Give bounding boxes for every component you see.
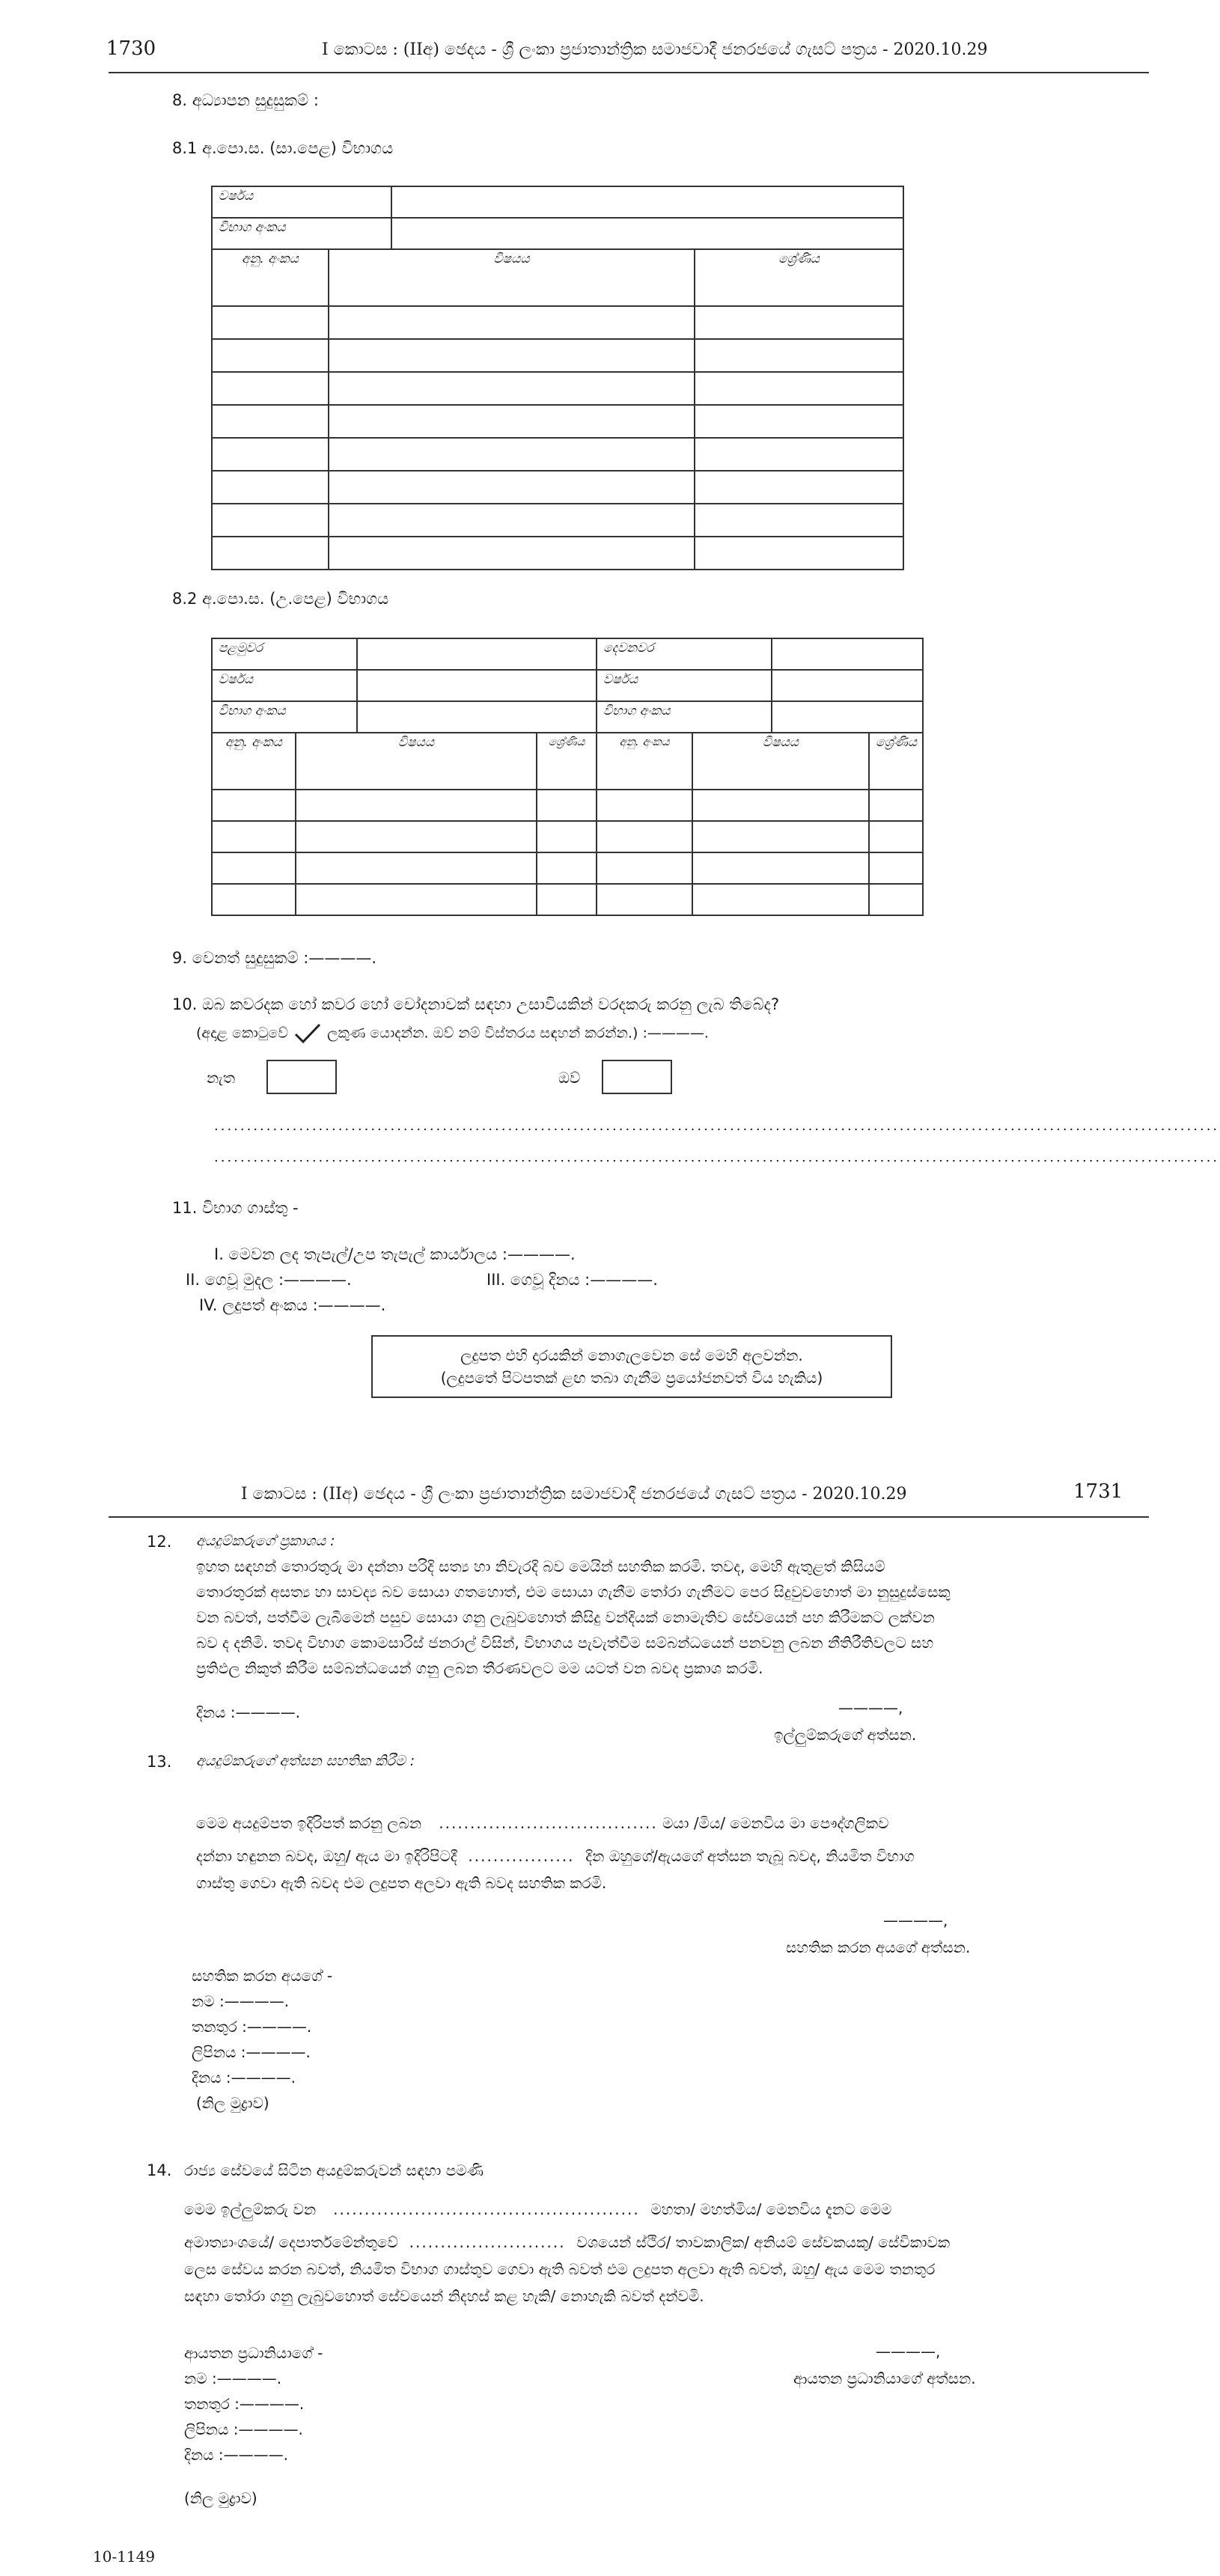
al-col-subject-1: විෂයය <box>296 733 537 790</box>
fee-post-office: I. මෙවන ලද තැපැල්/උප තැපැල් කාර්යාලය :————. <box>214 1245 576 1263</box>
declaration-line: ප්‍රතිඵල නිකුත් කිරීම සම්බන්ධයෙන් ගනු ලබන තීරණවලට මම යටත් වන බවද ප්‍රකාශ කරමි. <box>196 1659 763 1677</box>
certifier-date: දිනය :————. <box>192 2069 296 2087</box>
applicant-name-field[interactable]: ................................... <box>426 1814 658 1832</box>
table-row[interactable] <box>212 339 903 372</box>
al-col-grade-2: ශ්‍රේණිය <box>869 733 923 790</box>
footer-code: 10-1149 <box>93 2548 156 2566</box>
employer-line-2b: වශයෙන් ස්ථිර/ තාවකාලික/ අනියම් සේවකයකු/ සේවිකාවක <box>576 2233 951 2251</box>
employer-line-1 <box>184 2200 891 2218</box>
gazette-header-2: I කොටස : (IIඅ) ඡෙදය - ශ්‍රී ලංකා ප්‍රජාතාන්ත්‍රික සමාජවාදී ජනරජයේ ගැසට් පත්‍රය - 2020.10.29 <box>241 1485 907 1504</box>
section-12-title: අයදුම්කරුගේ ප්‍රකාශය : <box>196 1533 335 1549</box>
table-row[interactable] <box>212 306 903 339</box>
declaration-line: වන බවත්, පත්වීම ලැබීමෙන් පසුව සොයා ගනු ලැබුවහොත් කිසිදු වන්දියක් නොමැතිව සේවයෙන් පහ කිරීමකට ලක්වන <box>196 1608 935 1626</box>
applicant-signature-line[interactable]: ————, <box>838 1699 903 1717</box>
certifier-address: ලිපිනය :————. <box>192 2043 311 2061</box>
head-date: දිනය :————. <box>184 2446 288 2464</box>
yes-checkbox[interactable] <box>602 1060 672 1094</box>
table-row[interactable] <box>212 471 903 504</box>
certifier-title: සහතික කරන අයගේ - <box>192 1967 333 1985</box>
certifier-position: තනතුර :————. <box>192 2018 312 2036</box>
al-col-grade-1: ශ්‍රේණිය <box>537 733 597 790</box>
al-year-label-1: වර්ෂය <box>212 670 357 701</box>
receipt-note-line-1: ලදුපත එහි දාරයකින් නොගැලවෙන සේ මෙහි අලවන්න. <box>460 1346 803 1364</box>
details-line-2[interactable]: .......................................................................................................................................................... <box>214 1150 1220 1165</box>
section-13-number: 13. <box>147 1753 172 1771</box>
employer-line-4: සඳහා තෝරා ගනු ලැබුවහොත් සේවයෙන් නිදහස් කළ හැකි/ නොහැකි බවත් දන්වමි. <box>184 2287 704 2305</box>
al-index-field-1[interactable] <box>357 701 597 733</box>
al-index-label-2: විභාග අංකය <box>597 701 772 733</box>
al-col-number-1: අනු. අංකය <box>212 733 296 790</box>
table-row[interactable] <box>212 790 923 821</box>
declaration-line: බව ද දනිමි. තවද විභාග කොමසාරිස් ජනරාල් විසින්, විභාගය පැවැත්වීම සම්බන්ධයෙන් පනවනු ලබන නීතිරීතිවලට සහ <box>196 1634 934 1652</box>
no-label: නැත <box>207 1069 236 1087</box>
declaration-line: තොරතුරක් අසත්‍ය හා සාවද්‍ය බව සොයා ගතහොත්, එම සොයා ගැනීම තෝරා ගැනීමට පෙර සිදුවුවහොත් මා නුසුදුස්සෙකු <box>196 1583 951 1601</box>
section-14-number: 14. <box>147 2161 172 2179</box>
ol-exam-table <box>211 186 904 570</box>
fee-amount: II. ගෙවූ මුදල :————. <box>186 1271 352 1289</box>
al-col-number-2: අනු. අංකය <box>597 733 692 790</box>
head-address: ලිපිනය :————. <box>184 2420 303 2438</box>
head-signature-line[interactable]: ————, <box>876 2342 941 2360</box>
signed-date-field[interactable]: ................. <box>462 1847 581 1865</box>
section-13-title: අයදුම්කරුගේ අත්සන සහතික කිරීම : <box>196 1753 415 1769</box>
cert-line-3: ගාස්තු ගෙවා ඇති බවද එම ලදුපත අලවා ඇති බවද සහතික කරමි. <box>196 1874 607 1892</box>
certifier-signature-line[interactable]: ————, <box>883 1911 948 1929</box>
section-8-1-title: 8.1 අ.පො.ස. (සා.පෙළ) විභාගය <box>172 139 394 157</box>
al-first-attempt-label: පළමුවර <box>212 638 357 670</box>
cert-line-2b: දින ඔහුගේ/ඇයගේ අත්සන තැබූ බවද, නියමිත විභාග <box>585 1847 915 1865</box>
table-row[interactable] <box>212 438 903 471</box>
page-number: 1730 <box>106 37 156 60</box>
al-exam-table <box>211 638 924 916</box>
head-name: නම :————. <box>184 2369 282 2387</box>
receipt-paste-box[interactable] <box>371 1335 892 1398</box>
al-second-attempt-label: දෙවනවර <box>597 638 772 670</box>
head-title: ආයතන ප්‍රධානියාගේ - <box>184 2344 323 2362</box>
ol-col-number: අනු. අංකය <box>212 249 329 306</box>
checkmark-icon <box>293 1022 323 1045</box>
section-12-number: 12. <box>147 1533 172 1551</box>
section-8-2-title: 8.2 අ.පො.ස. (උ.පෙළ) විභාගය <box>172 590 389 608</box>
table-row[interactable] <box>212 504 903 537</box>
al-col-subject-2: විෂයය <box>692 733 869 790</box>
section-10-hint-start: (අදාළ කොටුවේ <box>196 1025 288 1042</box>
table-row[interactable] <box>212 372 903 405</box>
cert-line-2a: දන්නා හඳුනන බවද, ඔහු/ ඇය මා ඉදිරිපිටදී <box>196 1847 457 1865</box>
cert-line-1b: මයා /මිය/ මෙනවිය මා පෞද්ගලිකව <box>662 1814 889 1832</box>
section-10-hint <box>196 1022 709 1045</box>
al-year-field-1[interactable] <box>357 670 597 701</box>
al-year-field-2[interactable] <box>772 670 923 701</box>
ol-col-grade: ශ්‍රේණිය <box>695 249 903 306</box>
page-number-2: 1731 <box>1073 1480 1123 1503</box>
cert-line-1 <box>196 1814 889 1832</box>
table-row[interactable] <box>212 537 903 570</box>
al-year-label-2: වර්ෂය <box>597 670 772 701</box>
head-signature-label: ආයතන ප්‍රධානියාගේ අත්සන. <box>793 2369 976 2387</box>
fee-date: III. ගෙවූ දිනය :————. <box>487 1271 658 1289</box>
official-seal-2: (නිල මුද්‍රාව) <box>184 2489 257 2507</box>
table-row[interactable] <box>212 821 923 852</box>
applicant-signature-label: ඉල්ලුම්කරුගේ අත්සන. <box>774 1726 917 1744</box>
employer-line-3: ලෙස සේවය කරන බවත්, නියමිත විභාග ගාස්තුව ගෙවා ඇති බවත් එම ලදුපත අලවා ඇති බවත්, ඔහු/ ඇය මෙම තනතුර <box>184 2260 936 2278</box>
ol-col-subject: විෂයය <box>329 249 695 306</box>
employer-line-2a: අමාත්‍යාංශයේ/ දෙපාර්තමේන්තුවේ <box>184 2233 398 2251</box>
declaration-paragraph <box>196 1554 1031 1681</box>
employee-post-field[interactable]: ......................... <box>403 2233 572 2251</box>
applicant-date: දිනය :————. <box>196 1703 300 1721</box>
section-14-title: රාජ්‍ය සේවයේ සිටින අයදුම්කරුවන් සඳහා පමණි <box>184 2161 484 2179</box>
gazette-header: I කොටස : (IIඅ) ඡෙදය - ශ්‍රී ලංකා ප්‍රජාතාන්ත්‍රික සමාජවාදී ජනරජයේ ගැසට් පත්‍රය - 2020.10.29 <box>322 40 988 59</box>
details-line-1[interactable]: .......................................................................................................................................................... <box>214 1118 1220 1134</box>
cert-line-2 <box>196 1847 915 1865</box>
al-index-label-1: විභාග අංකය <box>212 701 357 733</box>
head-position: තනතුර :————. <box>184 2395 305 2413</box>
section-10-question: 10. ඔබ කවරදක හෝ කවර හෝ චෝදනාවක් සඳහා උසාවියකින් වරදකරු කරනු ලැබ තිබේද? <box>172 995 780 1013</box>
certifier-name: නම :————. <box>192 1992 290 2010</box>
header-rule <box>109 72 1149 73</box>
section-10-hint-end: ලකුණ යොදන්න. ඔව් නම් විස්තරය සඳහන් කරන්න.) :————. <box>327 1025 709 1042</box>
table-row[interactable] <box>212 405 903 438</box>
official-seal-1: (නිල මුද්‍රාව) <box>196 2094 269 2112</box>
yes-label: ඔව් <box>558 1069 581 1087</box>
ol-index-field[interactable] <box>391 218 903 249</box>
ol-index-label: විභාග අංකය <box>212 218 391 249</box>
al-second-attempt-field[interactable] <box>772 638 923 670</box>
declaration-line: ඉහත සඳහන් තොරතුරු මා දන්නා පරිදි සත්‍ය හා නිවැරදි බව මෙයින් සහතික කරමි. තවද, මෙහි ඇතුළත් කිසියම් <box>196 1557 885 1575</box>
certifier-signature-label: සහතික කරන අයගේ අත්සන. <box>786 1938 971 1956</box>
section-11-title: 11. විභාග ගාස්තු - <box>172 1199 299 1217</box>
employer-line-1b: මහතා/ මහත්මිය/ මෙනවිය දැනට මෙම <box>650 2200 892 2218</box>
receipt-note-line-2: (ලදුපතේ පිටපතක් ළඟ තබා ගැනීම ප්‍රයෝජනවත් විය හැකිය) <box>440 1369 823 1387</box>
employer-line-1a: මෙම ඉල්ලුම්කරු වන <box>184 2200 317 2218</box>
ol-year-field[interactable] <box>391 186 903 218</box>
header-rule-2 <box>109 1516 1149 1518</box>
table-row[interactable] <box>212 884 923 915</box>
section-9-other-qualifications: 9. වෙනත් සුදුසුකම් :————. <box>172 949 376 967</box>
al-index-field-2[interactable] <box>772 701 923 733</box>
employee-name-field[interactable]: ................................................. <box>320 2200 647 2218</box>
cert-line-1a: මෙම අයදුම්පත ඉදිරිපත් කරනු ලබන <box>196 1814 422 1832</box>
table-row[interactable] <box>212 852 923 884</box>
no-checkbox[interactable] <box>266 1060 337 1094</box>
section-8-title: 8. අධ්‍යාපන සුදුසුකම් : <box>172 91 319 109</box>
fee-receipt-number: IV. ලදුපත් අංකය :————. <box>199 1296 386 1314</box>
ol-year-label: වර්ෂය <box>212 186 391 218</box>
employer-line-2 <box>184 2233 950 2251</box>
al-first-attempt-field[interactable] <box>357 638 597 670</box>
